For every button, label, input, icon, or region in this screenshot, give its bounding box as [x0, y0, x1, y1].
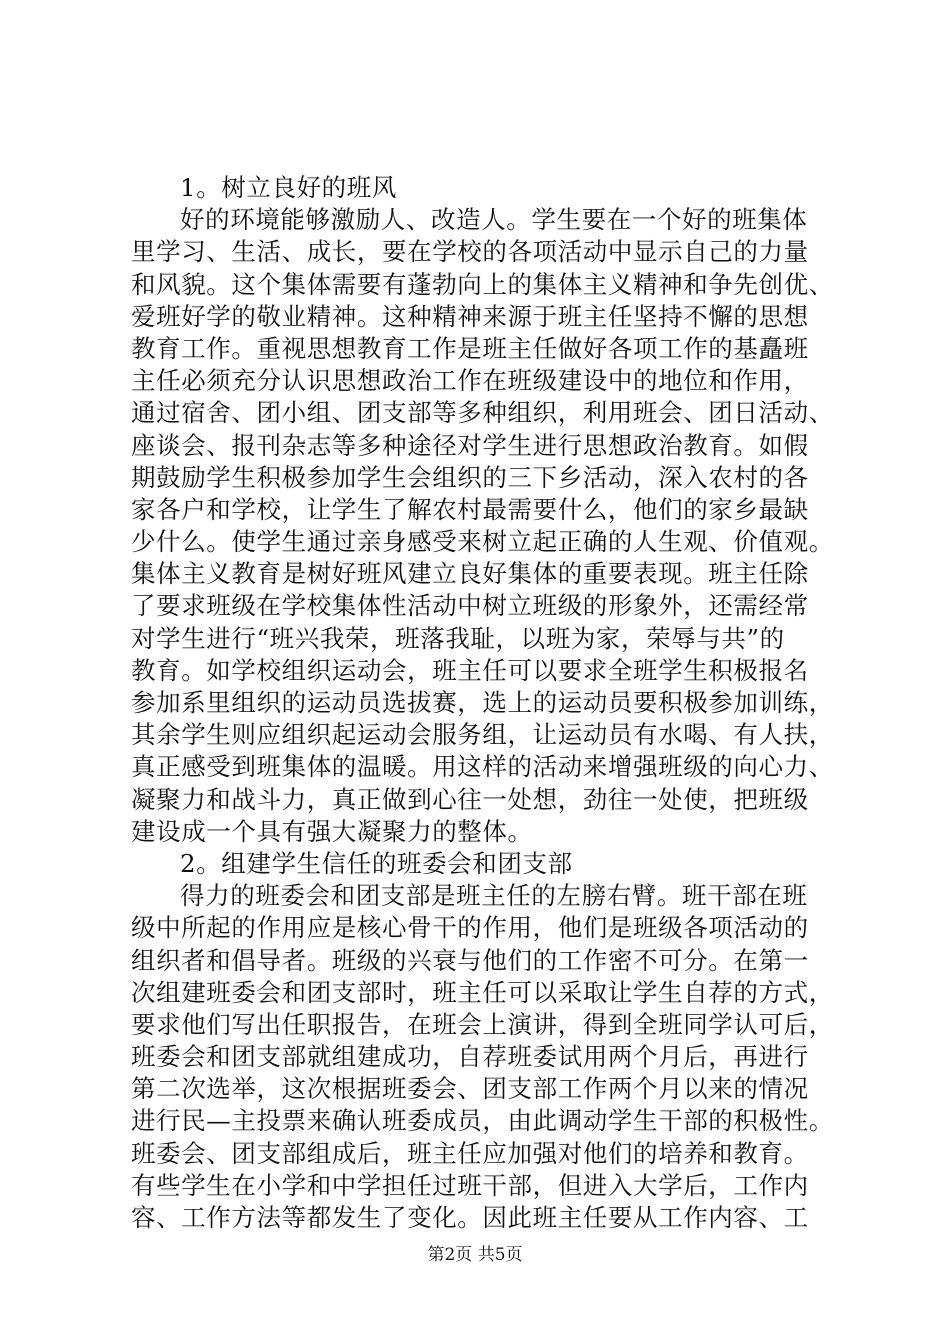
text-line: 容、工作方法等都发生了变化。因此班主任要从工作内容、工	[131, 1203, 809, 1232]
text-line: 集体主义教育是树好班风建立良好集体的重要表现。班主任除	[131, 559, 809, 589]
text-line: 第二次选举，这次根据班委会、团支部工作两个月以来的情况	[131, 1074, 809, 1104]
text-line: 建设成一个具有强大凝聚力的整体。	[131, 816, 533, 846]
text-line: 参加系里组织的运动员选拔赛，选上的运动员要积极参加训练，	[131, 688, 834, 717]
text-line: 组织者和倡导者。班级的兴衰与他们的工作密不可分。在第一	[131, 945, 809, 975]
text-line: 期鼓励学生积极参加学生会组织的三下乡活动，深入农村的各	[131, 462, 809, 492]
text-line: 和风貌。这个集体需要有蓬勃向上的集体主义精神和争先创优、	[131, 269, 834, 299]
text-line: 对学生进行“班兴我荣，班落我耻，以班为家，荣辱与共”的	[131, 623, 785, 653]
text-line: 班委会和团支部就组建成功，自荐班委试用两个月后，再进行	[131, 1042, 809, 1072]
body-text	[131, 172, 834, 1234]
text-line: 教育工作。重视思想教育工作是班主任做好各项工作的基矗班	[131, 333, 809, 363]
text-line: 其余学生则应组织起运动会服务组，让运动员有水喝、有人扶，	[131, 720, 834, 750]
text-line: 家各户和学校，让学生了解农村最需要什么，他们的家乡最缺	[131, 494, 809, 524]
text-line: 通过宿舍、团小组、团支部等多种组织，利用班会、团日活动、	[131, 398, 834, 428]
text-line: 进行民—主投票来确认班委成员，由此调动学生干部的积极性。	[131, 1106, 834, 1136]
page-footer	[0, 1244, 950, 1266]
text-line: 次组建班委会和团支部时，班主任可以采取让学生自荐的方式，	[131, 977, 834, 1007]
page-number: 第2页 共5页	[427, 1245, 523, 1265]
text-line: 有些学生在小学和中学担任过班干部，但进入大学后，工作内	[131, 1170, 809, 1200]
text-line: 级中所起的作用应是核心骨干的作用，他们是班级各项活动的	[131, 913, 809, 943]
text-line: 主任必须充分认识思想政治工作在班级建设中的地位和作用，	[131, 366, 809, 396]
text-line: 少什么。使学生通过亲身感受来树立起正确的人生观、价值观。	[131, 527, 834, 557]
text-line: 爱班好学的敬业精神。这种精神来源于班主任坚持不懈的思想	[131, 301, 809, 331]
text-line: 要求他们写出任职报告，在班会上演讲，得到全班同学认可后，	[131, 1009, 834, 1039]
section-heading-2: 2。组建学生信任的班委会和团支部	[180, 848, 573, 878]
text-line: 教育。如学校组织运动会，班主任可以要求全班学生积极报名	[131, 655, 809, 685]
text-line: 好的环境能够激励人、改造人。学生要在一个好的班集体	[180, 205, 808, 235]
text-line: 里学习、生活、成长，要在学校的各项活动中显示自己的力量	[131, 237, 809, 267]
text-line: 凝聚力和战斗力，真正做到心往一处想，劲往一处使，把班级	[131, 784, 809, 814]
text-line: 了要求班级在学校集体性活动中树立班级的形象外，还需经常	[131, 591, 809, 621]
text-line: 得力的班委会和团支部是班主任的左膀右臂。班干部在班	[180, 881, 808, 911]
text-line: 班委会、团支部组成后，班主任应加强对他们的培养和教育。	[131, 1138, 809, 1168]
text-line: 真正感受到班集体的温暖。用这样的活动来增强班级的向心力、	[131, 752, 834, 782]
text-line: 座谈会、报刊杂志等多种途径对学生进行思想政治教育。如假	[131, 430, 809, 460]
section-heading-1: 1。树立良好的班风	[180, 173, 397, 202]
